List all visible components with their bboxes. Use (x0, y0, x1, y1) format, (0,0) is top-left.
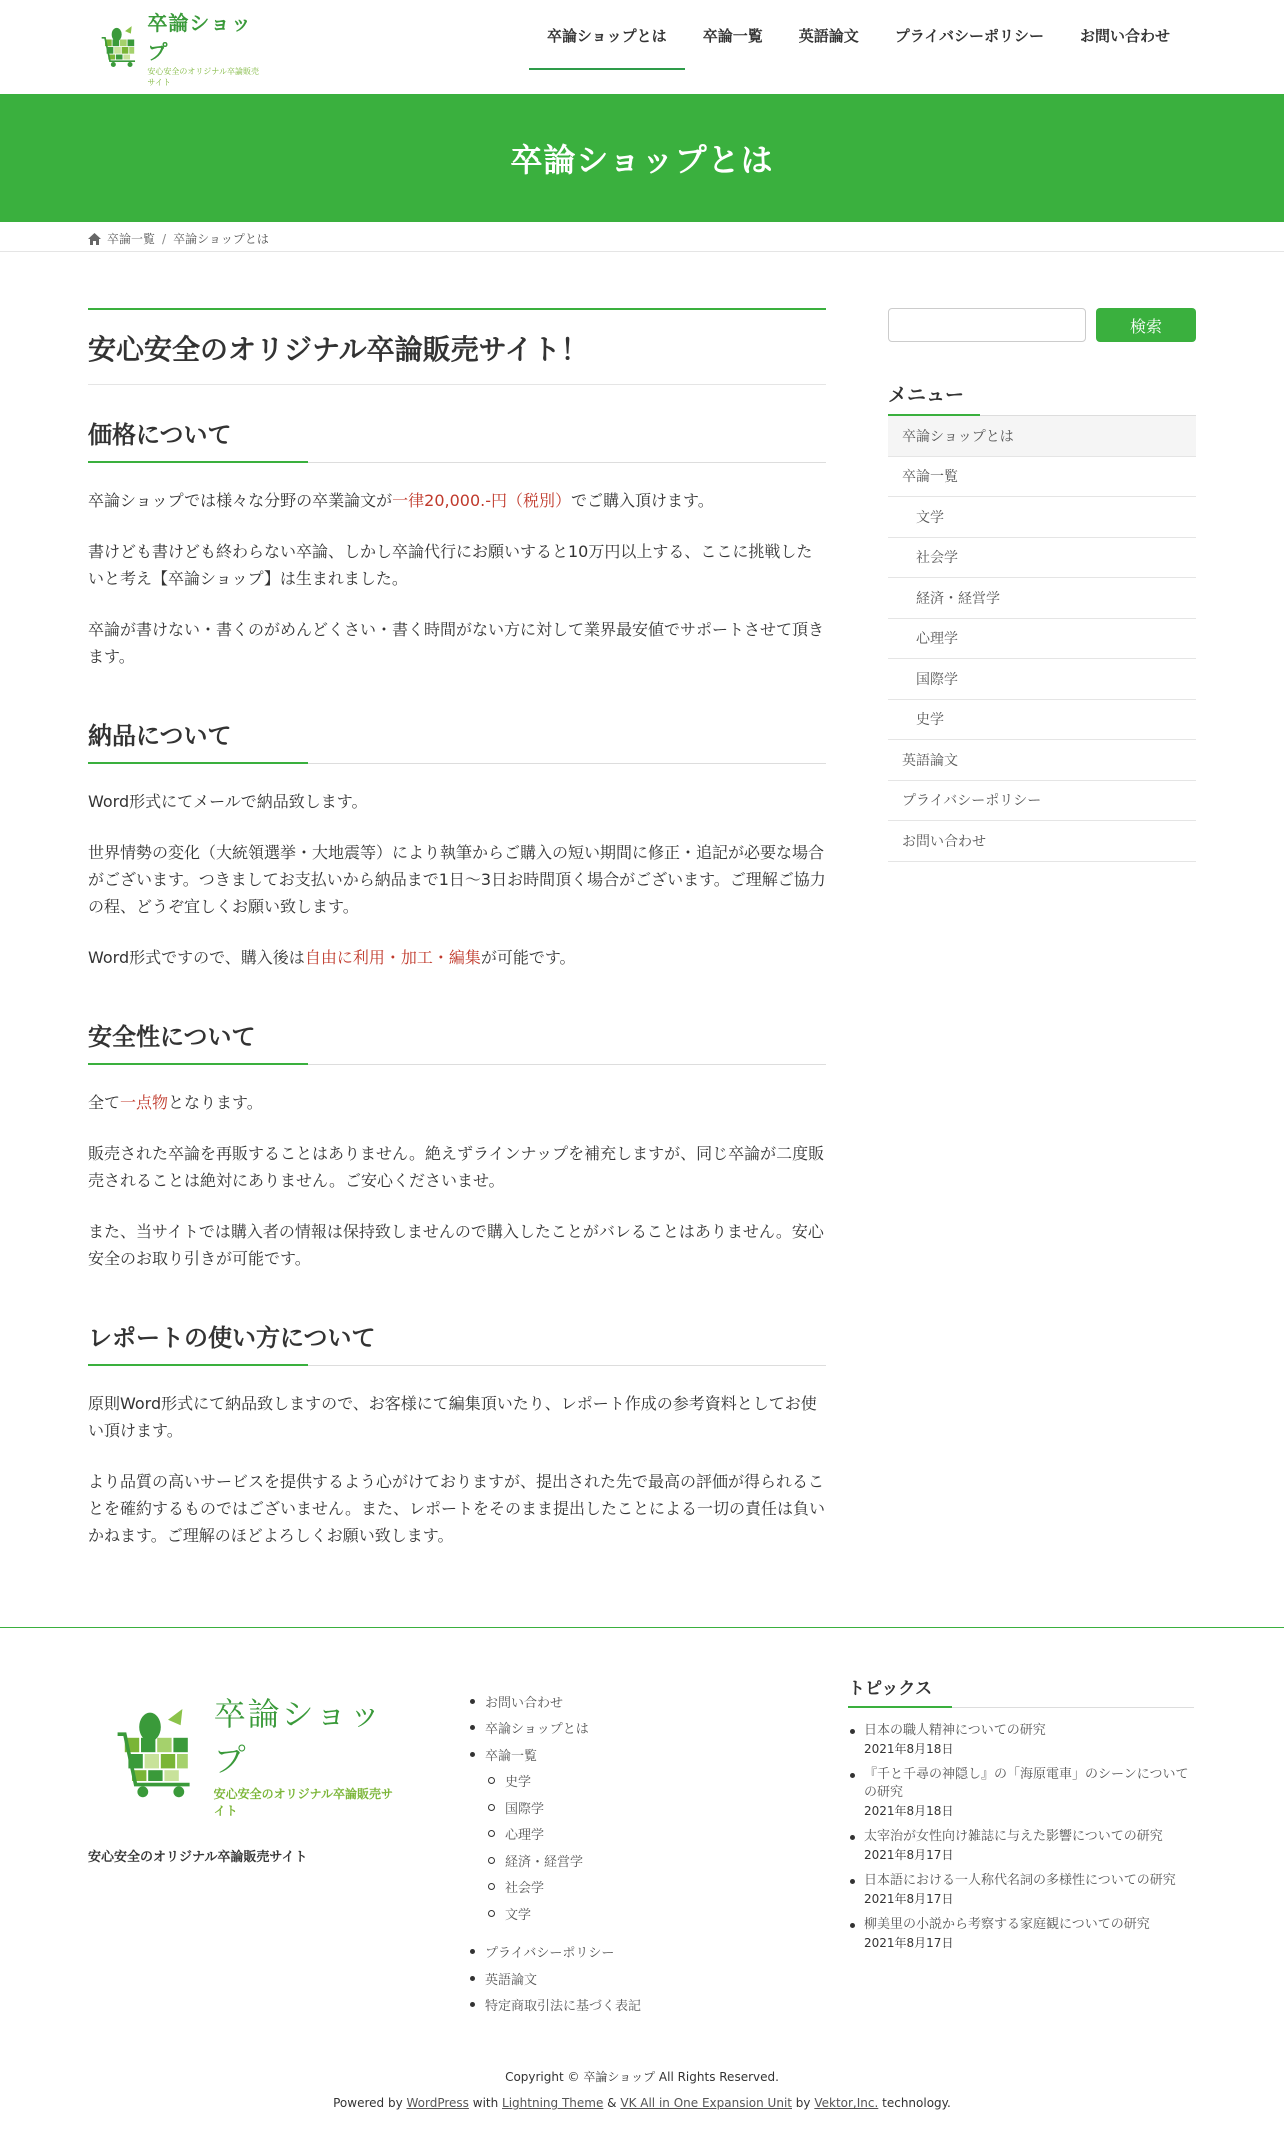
vk-expansion-unit-link[interactable]: VK All in One Expansion Unit (620, 2096, 792, 2110)
topic-date: 2021年8月18日 (864, 1804, 954, 1818)
footer-menu-english-papers[interactable]: 英語論文 (470, 1965, 770, 1992)
nav-item-about[interactable]: 卒論ショップとは (529, 0, 685, 70)
nav-item-contact[interactable]: お問い合わせ (1079, 26, 1170, 45)
topics-widget (848, 1674, 1194, 1960)
sidebar-item-thesis-list[interactable]: 卒論一覧 (888, 457, 1196, 498)
entry-title: 安心安全のオリジナル卒論販売サイト！ (88, 308, 826, 385)
topic-item[interactable] (848, 1828, 1194, 1864)
global-nav (529, 0, 1188, 70)
paragraph: 卒論ショップでは様々な分野の卒業論文が一律20,000.-円（税別）でご購入頂けます。 (88, 491, 714, 510)
vektor-link[interactable]: Vektor,Inc. (814, 2096, 879, 2110)
paragraph: より品質の高いサービスを提供するよう心がけておりますが、提出された先で最高の評価が得られることを確約するものではございません。また、レポートをそのまま提出したことによる一切の責任は負いかねます。ご理解のほどよろしくお願い致します。 (88, 1472, 825, 1545)
section-safety (88, 1017, 826, 1272)
footer-menu-about[interactable]: 卒論ショップとは (470, 1715, 770, 1742)
home-icon (88, 233, 101, 245)
sidebar-item-history[interactable]: 史学 (888, 700, 1196, 741)
section-report-usage (88, 1318, 826, 1549)
footer-menu-history[interactable]: 史学 (470, 1768, 770, 1795)
main-content (88, 308, 826, 1549)
topic-title[interactable]: 『千と千尋の神隠し』の「海原電車」のシーンについての研究 (864, 1767, 1189, 1800)
shopping-cart-logo-icon (114, 1706, 208, 1802)
topic-title[interactable]: 柳美里の小説から考察する家庭観についての研究 (864, 1917, 1150, 1932)
site-footer (0, 1627, 1284, 2140)
sidebar (888, 308, 1196, 862)
sidebar-item-about[interactable]: 卒論ショップとは (888, 416, 1196, 457)
sidebar-menu (888, 416, 1196, 862)
footer-menu-contact[interactable]: お問い合わせ (470, 1688, 770, 1715)
topic-item[interactable] (848, 1766, 1194, 1820)
footer-menu-economics[interactable]: 経済・経営学 (470, 1847, 770, 1874)
search-input[interactable] (888, 308, 1086, 342)
page-title: 卒論ショップとは (510, 141, 774, 179)
topic-item[interactable] (848, 1722, 1194, 1758)
footer-logo-name: 卒論ショップ (213, 1695, 383, 1779)
breadcrumb-separator: / (162, 231, 167, 246)
nav-item-thesis-list[interactable]: 卒論一覧 (702, 26, 763, 45)
sidebar-item-international-studies[interactable]: 国際学 (888, 659, 1196, 700)
paragraph: 世界情勢の変化（大統領選挙・大地震等）により執筆からご購入の短い期間に修正・追記が必要な場合がございます。つきましてお支払いから納品まで1日〜3日お時間頂く場合がございます。ご理解ご協力の程、どうぞ宜しくお願い致します。 (88, 843, 826, 916)
topic-item[interactable] (848, 1872, 1194, 1908)
highlight-usage: 自由に利用・加工・編集 (304, 948, 481, 967)
sidebar-item-literature[interactable]: 文学 (888, 497, 1196, 538)
topic-title[interactable]: 日本の職人精神についての研究 (864, 1723, 1046, 1738)
copyright: Copyright © 卒論ショップ All Rights Reserved. (505, 2070, 779, 2084)
sidebar-item-contact[interactable]: お問い合わせ (888, 821, 1196, 862)
topic-list (848, 1722, 1194, 1952)
footer-tagline: 安心安全のオリジナル卒論販売サイト (88, 1850, 308, 1865)
topics-title: トピックス (848, 1674, 1194, 1708)
logo-tagline: 安心安全のオリジナル卒論販売サイト (147, 66, 259, 87)
paragraph: 卒論が書けない・書くのがめんどくさい・書く時間がない方に対して業界最安値でサポートさせて頂きます。 (88, 620, 825, 666)
logo-name: 卒論ショップ (147, 10, 252, 64)
topic-title[interactable]: 日本語における一人称代名詞の多様性についての研究 (864, 1873, 1176, 1888)
breadcrumb-current: 卒論ショップとは (173, 232, 269, 246)
section-heading: 価格について (88, 415, 826, 463)
paragraph: 原則Word形式にて納品致しますので、お客様にて編集頂いたり、レポート作成の参考資料としてお使い頂けます。 (88, 1394, 817, 1440)
paragraph: また、当サイトでは購入者の情報は保持致しませんので購入したことがバレることはありません。安心安全のお取り引きが可能です。 (88, 1222, 824, 1268)
footer-menu-privacy-policy[interactable]: プライバシーポリシー (470, 1939, 770, 1966)
footer-menu-thesis-list[interactable]: 卒論一覧 (470, 1741, 770, 1768)
section-price (88, 415, 826, 670)
section-heading: 納品について (88, 716, 826, 764)
topic-date: 2021年8月17日 (864, 1936, 954, 1950)
site-logo[interactable] (100, 10, 260, 87)
footer-menu (470, 1688, 770, 2018)
footer-menu-psychology[interactable]: 心理学 (470, 1821, 770, 1848)
topic-date: 2021年8月18日 (864, 1742, 954, 1756)
page-header (0, 94, 1284, 222)
footer-menu-literature[interactable]: 文学 (470, 1900, 770, 1927)
search-form (888, 308, 1196, 342)
section-heading: レポートの使い方について (88, 1318, 826, 1366)
topic-item[interactable] (848, 1916, 1194, 1952)
site-header (0, 0, 1284, 94)
section-heading: 安全性について (88, 1017, 826, 1065)
highlight-unique: 一点物 (120, 1093, 169, 1112)
footer-menu-international-studies[interactable]: 国際学 (470, 1794, 770, 1821)
paragraph: 販売された卒論を再販することはありません。絶えずラインナップを補充しますが、同じ卒論が二度販売されることは絶対にありません。ご安心くださいませ。 (88, 1144, 825, 1190)
sidebar-item-psychology[interactable]: 心理学 (888, 619, 1196, 660)
highlight-price: 一律20,000.-円（税別） (392, 491, 572, 510)
breadcrumb (0, 222, 1284, 252)
paragraph: Word形式にてメールで納品致します。 (88, 792, 368, 811)
paragraph: 全て一点物となります。 (88, 1093, 263, 1112)
sidebar-item-economics[interactable]: 経済・経営学 (888, 578, 1196, 619)
topic-title[interactable]: 太宰治が女性向け雑誌に与えた影響についての研究 (864, 1829, 1163, 1844)
powered-by: Powered by WordPress with Lightning Theme & VK All in One Expansion Unit by Vektor,Inc. technology. (333, 2096, 951, 2110)
sidebar-item-sociology[interactable]: 社会学 (888, 538, 1196, 579)
footer-menu-commercial-law[interactable]: 特定商取引法に基づく表記 (470, 1992, 770, 2019)
footer-logo[interactable] (114, 1695, 404, 1818)
section-delivery (88, 716, 826, 971)
search-button[interactable]: 検索 (1096, 308, 1196, 342)
sidebar-item-privacy-policy[interactable]: プライバシーポリシー (888, 781, 1196, 822)
paragraph: Word形式ですので、購入後は自由に利用・加工・編集が可能です。 (88, 948, 576, 967)
topic-date: 2021年8月17日 (864, 1892, 954, 1906)
breadcrumb-home[interactable]: 卒論一覧 (107, 232, 156, 246)
lightning-theme-link[interactable]: Lightning Theme (502, 2096, 604, 2110)
wordpress-link[interactable]: WordPress (406, 2096, 469, 2110)
nav-item-privacy-policy[interactable]: プライバシーポリシー (894, 26, 1044, 45)
nav-item-english-papers[interactable]: 英語論文 (798, 26, 859, 45)
topic-date: 2021年8月17日 (864, 1848, 954, 1862)
footer-menu-sociology[interactable]: 社会学 (470, 1874, 770, 1901)
sidebar-item-english-papers[interactable]: 英語論文 (888, 740, 1196, 781)
shopping-cart-logo-icon (100, 22, 143, 72)
footer-logo-tagline: 安心安全のオリジナル卒論販売サイト (213, 1787, 394, 1818)
paragraph: 書けども書けども終わらない卒論、しかし卒論代行にお願いすると10万円以上する、ここに挑戦したいと考え【卒論ショップ】は生まれました。 (88, 542, 813, 588)
menu-widget-title: メニュー (888, 380, 1196, 416)
